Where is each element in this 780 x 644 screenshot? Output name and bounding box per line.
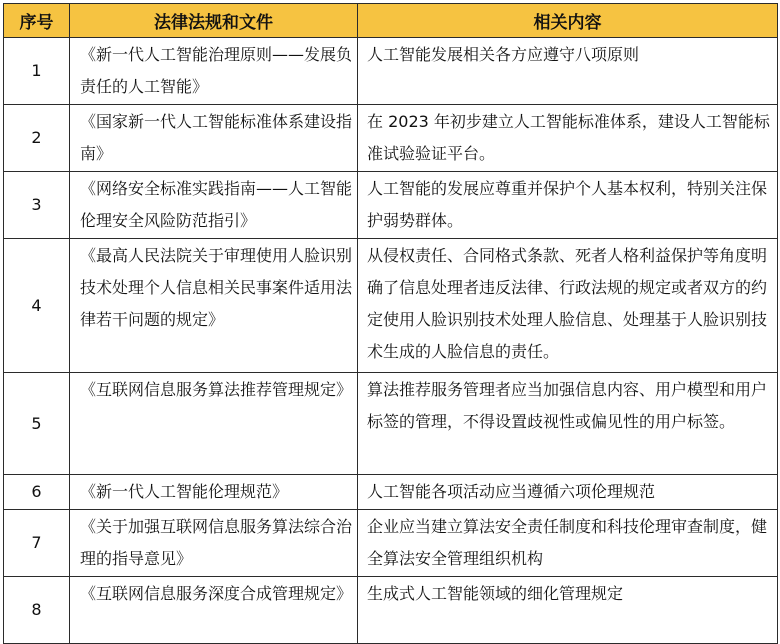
table-row <box>4 239 778 373</box>
row-law: 《新一代人工智能伦理规范》 <box>70 475 358 510</box>
row-law: 《最高人民法院关于审理使用人脸识别技术处理个人信息相关民事案件适用法律若干问题的规定》 <box>70 239 358 373</box>
row-content: 从侵权责任、合同格式条款、死者人格利益保护等角度明确了信息处理者违反法律、行政法规的规定或者双方的约定使用人脸识别技术处理人脸信息、处理基于人脸识别技术生成的人脸信息的责任。 <box>358 239 778 373</box>
row-content: 企业应当建立算法安全责任制度和科技伦理审查制度，健全算法安全管理组织机构 <box>358 510 778 577</box>
row-law: 《互联网信息服务算法推荐管理规定》 <box>70 373 358 475</box>
header-index: 序号 <box>4 4 70 38</box>
regulations-table <box>3 3 778 644</box>
row-index: 4 <box>4 239 70 373</box>
row-index: 1 <box>4 38 70 105</box>
row-content: 生成式人工智能领域的细化管理规定 <box>358 577 778 644</box>
row-content: 人工智能的发展应尊重并保护个人基本权利，特别关注保护弱势群体。 <box>358 172 778 239</box>
row-law: 《互联网信息服务深度合成管理规定》 <box>70 577 358 644</box>
table-row <box>4 510 778 577</box>
table-row <box>4 373 778 475</box>
row-content: 算法推荐服务管理者应当加强信息内容、用户模型和用户标签的管理，不得设置歧视性或偏见性的用户标签。 <box>358 373 778 475</box>
row-law: 《网络安全标准实践指南——人工智能伦理安全风险防范指引》 <box>70 172 358 239</box>
table-row <box>4 475 778 510</box>
header-law: 法律法规和文件 <box>70 4 358 38</box>
row-law: 《新一代人工智能治理原则——发展负责任的人工智能》 <box>70 38 358 105</box>
row-index: 6 <box>4 475 70 510</box>
row-law: 《国家新一代人工智能标准体系建设指南》 <box>70 105 358 172</box>
table-row <box>4 577 778 644</box>
table-header-row <box>4 4 778 38</box>
header-content: 相关内容 <box>358 4 778 38</box>
row-index: 8 <box>4 577 70 644</box>
row-content: 在 2023 年初步建立人工智能标准体系，建设人工智能标准试验验证平台。 <box>358 105 778 172</box>
row-law: 《关于加强互联网信息服务算法综合治理的指导意见》 <box>70 510 358 577</box>
regulations-table-container <box>3 3 778 644</box>
row-index: 3 <box>4 172 70 239</box>
table-row <box>4 105 778 172</box>
table-row <box>4 172 778 239</box>
row-content: 人工智能各项活动应当遵循六项伦理规范 <box>358 475 778 510</box>
row-index: 5 <box>4 373 70 475</box>
table-row <box>4 38 778 105</box>
row-index: 7 <box>4 510 70 577</box>
row-content: 人工智能发展相关各方应遵守八项原则 <box>358 38 778 105</box>
row-index: 2 <box>4 105 70 172</box>
